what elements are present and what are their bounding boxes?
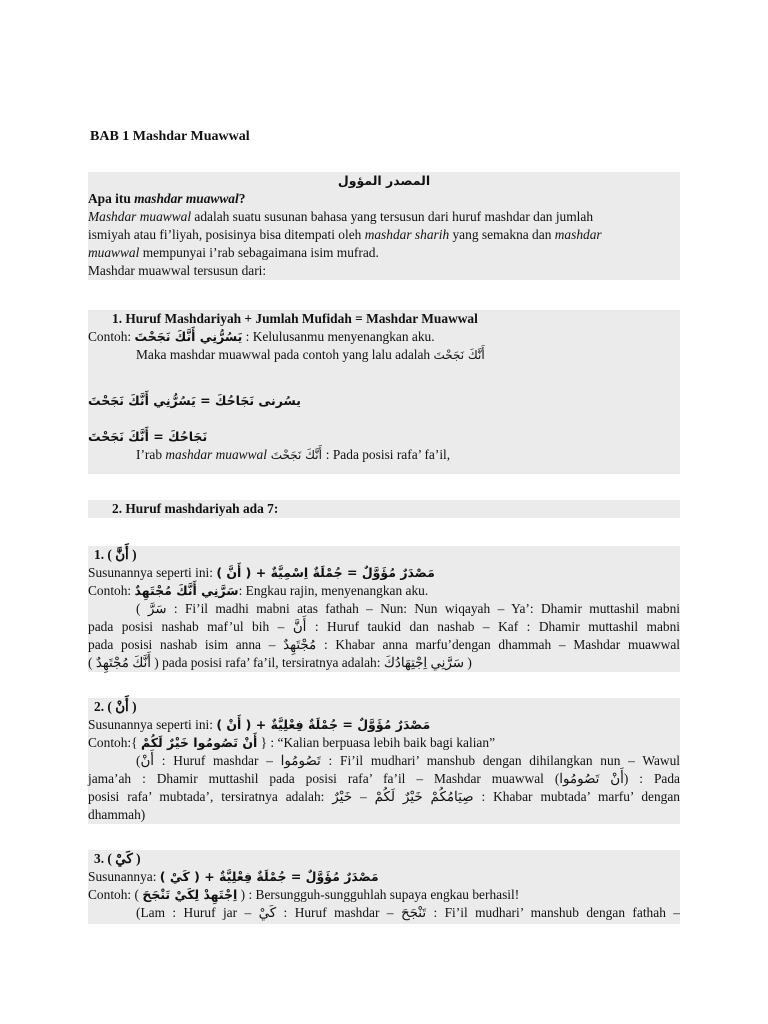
item-2-line-4: dhammah) <box>88 807 146 822</box>
item-1-structure: Susunannya seperti ini: مَصْدَرٌ مُؤَوَّلٌ = جُمْلَةٌ اِسْمِيَّةٌ + ( أَنَّ ) <box>88 565 435 580</box>
item-2-example: Contoh:{ أَنْ تَصُومُوا خَيْرٌ لَكُمْ } : “Kalian berpuasa lebih baik bagi kalian” <box>88 735 496 750</box>
item-2-line-3: posisi rafa’ mubtada’, tersiratnya adalah: صِيَامُكُمْ خَيْرٌ لَكُمْ – خَيْرٌ : Khabar mubtada’ marfu’ dengan <box>88 789 681 804</box>
definition-line-2: ismiyah atau fi’liyah, posisinya bisa ditempati oleh mashdar sharih yang semakna dan mashdar <box>88 227 602 242</box>
item-1-line-3: pada posisi nashab isim anna – مُجْتَهِدٌ : Khabar anna marfu’dengan dhammah – Mashdar muawwal <box>88 637 680 652</box>
item-3-structure: Susunannya: مَصْدَرٌ مُؤَوَّلٌ = جُمْلَةٌ فِعْلِيَّةٌ + ( كَيْ ) <box>88 869 379 884</box>
item-1-line-2: pada posisi nashab maf’ul bih – أَنَّ : Huruf taukid dan nashab – Kaf : Dhamir muttashil mabni <box>88 619 680 634</box>
item-2-line-1: (أَنْ : Huruf mashdar – تَصُومُوا : Fi’il mudhari’ manshub dengan dihilangkan nun – Wawul <box>136 753 680 768</box>
item-1-heading: 1. ( أَنَّ ) <box>94 547 137 562</box>
item-3-heading: 3. ( كَيْ ) <box>94 851 141 866</box>
item-2-line-2: jama’ah : Dhamir muttashil pada posisi rafa’ fa’il – Mashdar muawwal (أَنْ تَصُومُوا) : Pada <box>88 771 680 786</box>
section-1-block <box>88 310 680 474</box>
item-3-example: Contoh: ( اِجْتَهِدْ لِكَيْ تَنْجَحَ ) : Bersungguh-sungguhlah supaya engkau berhasil! <box>88 887 520 902</box>
question-line: Apa itu mashdar muawwal? <box>88 191 246 206</box>
section-1-equation-1: يسُرنى نَجَاحُكَ = يَسُرُّنِي أَنَّكَ نَجَحْتَ <box>88 393 301 408</box>
section-2-block <box>88 500 680 518</box>
section-1-example: Contoh: يَسُرُّنِي أَنَّكَ نَجَحْتَ : Kelulusanmu menyenangkan aku. <box>88 329 435 344</box>
chapter-title: BAB 1 Mashdar Muawwal <box>90 129 250 144</box>
item-1-block <box>88 546 680 672</box>
item-2-block <box>88 698 680 824</box>
arabic-heading: المصدر المؤول <box>337 173 431 188</box>
section-1-heading: 1. Huruf Mashdariyah + Jumlah Mufidah = Mashdar Muawwal <box>112 311 478 326</box>
item-2-heading: 2. ( أَنْ ) <box>94 699 137 714</box>
item-2-structure: Susunannya seperti ini: مَصْدَرٌ مُؤَوَّلٌ = جُمْلَةٌ فِعْلِيَّةٌ + ( أَنْ ) <box>88 717 431 732</box>
definition-line-3: muawwal mempunyai i’rab sebagaimana isim mufrad. <box>88 245 379 260</box>
item-1-line-1: ( سَرَّ : Fi’il madhi mabni atas fathah – Nun: Nun wiqayah – Ya’: Dhamir muttashil mabni <box>136 601 680 616</box>
item-3-line-1: (Lam : Huruf jar – كَيْ : Huruf mashdar – تَنْجَحَ : Fi’il mudhari’ manshub dengan fathah – <box>136 905 680 920</box>
section-1-irab: I’rab mashdar muawwal أَنَّكَ نَجَحْتَ : Pada posisi rafa’ fa’il, <box>136 447 451 462</box>
intro-block <box>88 172 680 280</box>
definition-line-1: Mashdar muawwal adalah suatu susunan bahasa yang tersusun dari huruf mashdar dan jumlah <box>88 209 594 224</box>
section-2-heading: 2. Huruf mashdariyah ada 7: <box>112 501 279 516</box>
definition-line-4: Mashdar muawwal tersusun dari: <box>88 263 267 278</box>
item-1-line-4: ( أَنَّكَ مُجْتَهِدٌ ) pada posisi rafa’ fa’il, tersiratnya adalah: سَرَّنِي اِجْتِهَادُكَ ) <box>88 655 472 670</box>
section-1-equation-2: نَجَاحُكَ = أَنَّكَ نَجَحْتَ <box>88 429 208 444</box>
item-1-example: Contoh: سَرَّنِي أَنَّكَ مُجْتَهِدٌ: Engkau rajin, menyenangkan aku. <box>88 583 429 598</box>
section-1-maka: Maka mashdar muawwal pada contoh yang lalu adalah أَنَّكَ نَجَحْتَ <box>136 347 485 362</box>
item-3-block <box>88 850 680 924</box>
